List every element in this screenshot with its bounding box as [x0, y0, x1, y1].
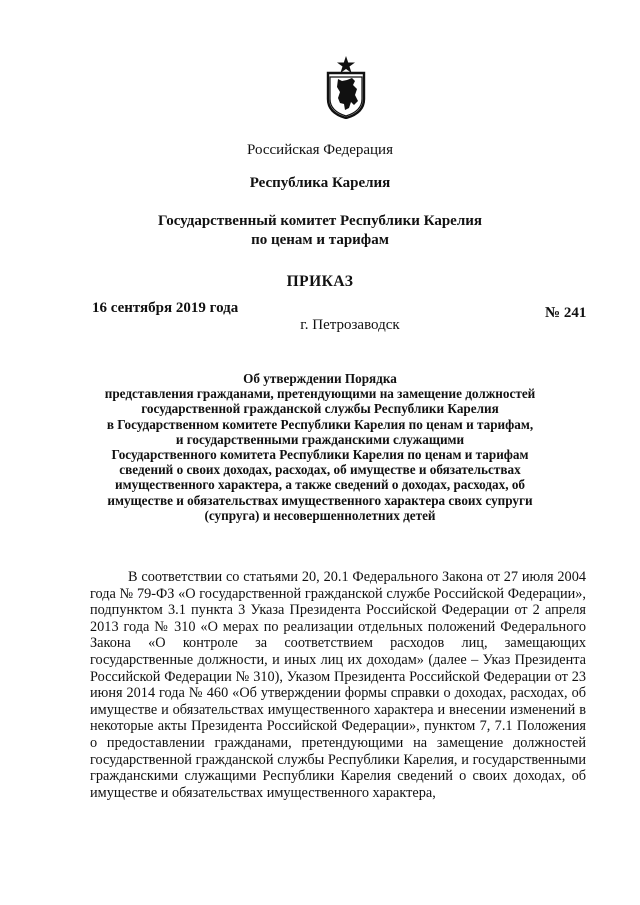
title-line: Государственного комитета Республики Карелия по ценам и тарифам — [111, 447, 529, 463]
committee-line: по ценам и тарифам — [251, 232, 389, 248]
country-name: Российская Федерация — [247, 142, 393, 158]
title-line: и государственными гражданскими служащими — [175, 431, 465, 447]
title-line: (супруга) и несовершеннолетних детей — [204, 507, 436, 523]
title-line: сведений о своих доходах, расходах, об имуществе и обязательствах — [119, 462, 521, 478]
republic-name: Республика Карелия — [249, 175, 391, 191]
body-paragraph: В соответствии со статьями 20, 20.1 Федерального Закона от 27 июля 2004 года № 79-ФЗ «О государственной гражданской службе Российской Федерации», подпунктом 3.1 пункта 3 Указа Президента Российской Федерации от 2 апреля 2013 года № 310 «О мерах по реализации отдельных положений Федерального Закона «О контроле за соответствием расходов лиц, замещающих государственные должности, и иных лиц их доходам» (далее – Указ Президента Российской Федерации № 310), Указом Президента Российской Федерации от 23 июня 2014 года № 460 «Об утверждении формы справки о доходах, расходах, об имуществе и обязательствах имущественного характера и внесении изменений в некоторые акты Президента Российской Федерации», пунктом 7, 7.1 Положения о предоставлении гражданами, претендующими на замещение должностей государственной гражданской службы Республики Карелия, и государственными гражданскими служащими Республики Карелия сведений о своих доходах, об имуществе и обязательствах имущественного характера, — [90, 569, 586, 801]
title-line: Об утверждении Порядка — [243, 371, 397, 386]
coat-of-arms-icon — [325, 55, 367, 119]
committee-name — [0, 212, 640, 250]
title-line: имуществе и обязательствах имущественного характера своих супруги — [107, 492, 533, 508]
document-city: г. Петрозаводск — [300, 317, 400, 333]
title-line: государственной гражданской службы Республики Карелия — [141, 401, 499, 417]
document-number: № 241 — [545, 305, 587, 321]
document-date: 16 сентября 2019 года — [92, 300, 239, 316]
document-title — [0, 371, 640, 523]
title-line: представления гражданами, претендующими на замещение должностей — [104, 386, 536, 402]
document-type: ПРИКАЗ — [286, 273, 354, 290]
committee-line: Государственный комитет Республики Карелия — [158, 213, 482, 229]
title-line: в Государственном комитете Республики Карелия по ценам и тарифам, — [106, 416, 534, 432]
title-line: имущественного характера, а также сведений о доходах, расходах, об — [114, 477, 526, 493]
